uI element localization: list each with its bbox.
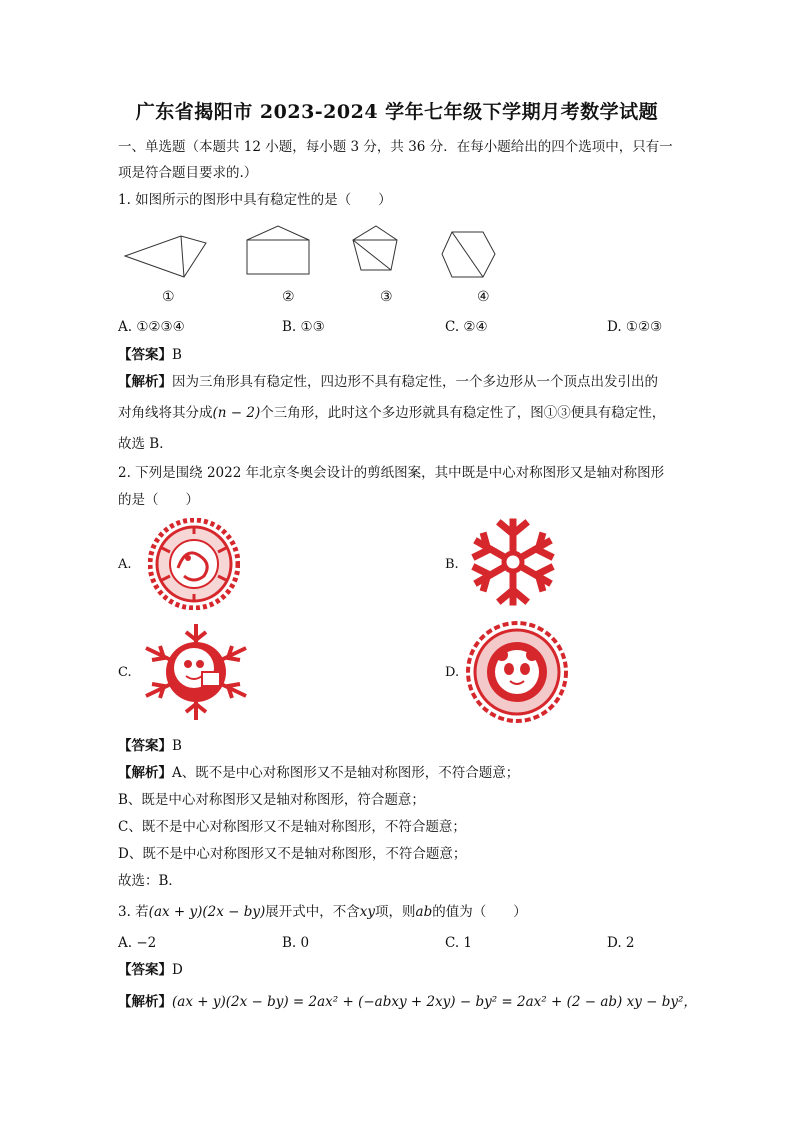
q1-analysis-line-1 (118, 372, 658, 392)
q3-option-a: A. −2 (118, 935, 157, 951)
figure-4-hexagon-with-diagonal (442, 232, 495, 277)
analysis-text: 因为三角形具有稳定性，四边形不具有稳定性，一个多边形从一个顶点出发引出的 (172, 374, 658, 390)
analysis-label: 【解析】 (118, 374, 172, 390)
q1-option-d: D. ①②③ (607, 319, 663, 335)
q1-option-b: B. ①③ (282, 319, 325, 335)
answer-value: B (172, 738, 182, 754)
q1-stem: 1. 如图所示的图形中具有稳定性的是（ ） (118, 192, 392, 208)
q2-option-c-letter: C. (118, 665, 132, 680)
stem-text: 的值为（ ） (432, 904, 527, 920)
q2-analysis-line-5: 故选：B． (118, 873, 182, 889)
figure-label-2: ② (282, 289, 295, 305)
answer-value: B (172, 347, 182, 363)
q2-option-b-letter: B. (445, 557, 459, 572)
figure-label-4: ④ (477, 289, 490, 305)
q2-analysis-line-2: B、既是中心对称图形又是轴对称图形，符合题意； (118, 792, 425, 808)
q2-stem-line-1: 2. 下列是围绕 2022 年北京冬奥会设计的剪纸图案，其中既是中心对称图形又是轴对称图形 (118, 465, 665, 481)
math-expression: (n − 2) (212, 405, 261, 421)
papercut-round-dragon-image (148, 518, 240, 610)
q1-answer (118, 345, 182, 365)
stem-text: 展开式中，不含 (265, 904, 360, 920)
answer-label: 【答案】 (118, 738, 172, 754)
analysis-label: 【解析】 (118, 994, 172, 1010)
q2-analysis-line-1 (118, 763, 519, 783)
q2-answer (118, 736, 182, 756)
q3-answer (118, 960, 183, 980)
q3-analysis-line-1 (118, 992, 697, 1012)
papercut-snowflake-mascot-image (142, 622, 250, 722)
q2-analysis-line-3: C、既不是中心对称图形又不是轴对称图形，不符合题意； (118, 819, 466, 835)
stem-text: 3. 若 (118, 904, 149, 920)
analysis-text: A、既不是中心对称图形又不是轴对称图形，不符合题意； (172, 765, 520, 781)
q1-analysis-line-2 (118, 403, 665, 423)
section-intro-line-2: 项是符合题目要求的.） (118, 165, 258, 181)
q1-analysis-line-3: 故选 B． (118, 436, 173, 452)
figure-label-3: ③ (380, 289, 393, 305)
page-title: 广东省揭阳市 2023-2024 学年七年级下学期月考数学试题 (135, 101, 659, 123)
figure-label-1: ① (162, 289, 175, 305)
math-expression: (ax + y)(2x − by) = 2ax² + (−abxy + 2xy) − by² = 2ax² + (2 − ab) xy − by²， (172, 994, 697, 1010)
q3-stem (118, 902, 527, 922)
section-intro-line-1: 一、单选题（本题共 12 小题，每小题 3 分，共 36 分．在每小题给出的四个选项中，只有一 (118, 139, 673, 155)
q2-option-a-letter: A. (118, 557, 132, 572)
papercut-round-panda-image (462, 621, 572, 723)
q1-figures (118, 222, 498, 282)
figure-1-quadrilateral-with-diagonal (125, 236, 206, 277)
math-expression: (ax + y)(2x − by) (148, 904, 266, 920)
q2-option-d-letter: D. (445, 665, 460, 680)
answer-label: 【答案】 (118, 347, 172, 363)
math-expression: xy (359, 904, 376, 920)
q2-stem-line-2: 的是（ ） (118, 492, 199, 508)
q2-analysis-line-4: D、既不是中心对称图形又不是轴对称图形，不符合题意； (118, 846, 467, 862)
q3-option-b: B. 0 (282, 935, 310, 951)
q1-option-a: A. ①②③④ (118, 319, 185, 335)
figure-2-pentagon-house (247, 226, 309, 274)
math-expression: ab (415, 904, 433, 920)
analysis-text: 对角线将其分成 (118, 405, 213, 421)
stem-text: 项，则 (375, 904, 416, 920)
analysis-text: 个三角形，此时这个多边形就具有稳定性了，图①③便具有稳定性， (260, 405, 666, 421)
answer-value: D (172, 962, 183, 978)
q1-option-c: C. ②④ (445, 319, 488, 335)
analysis-label: 【解析】 (118, 765, 172, 781)
q3-option-c: C. 1 (445, 935, 473, 951)
papercut-snowflake-image (468, 516, 558, 608)
answer-label: 【答案】 (118, 962, 172, 978)
figure-3-pentagon-with-diagonals (353, 226, 397, 270)
q3-option-d: D. 2 (607, 935, 635, 951)
